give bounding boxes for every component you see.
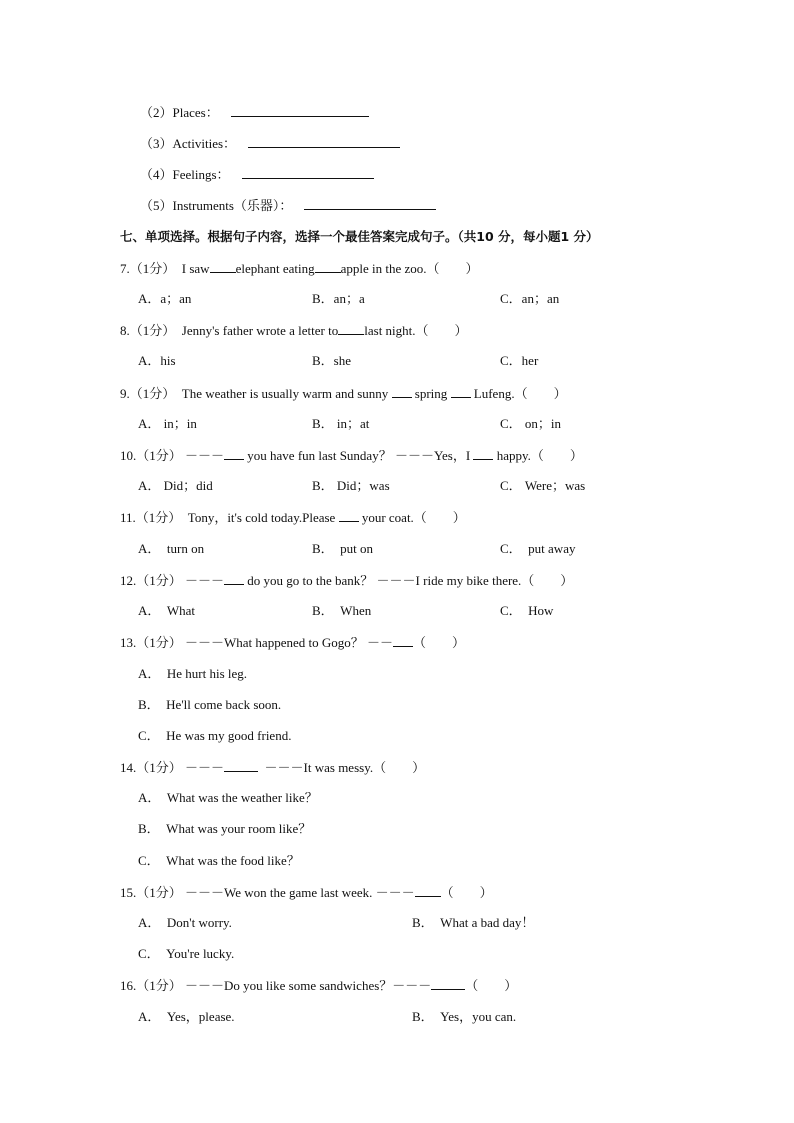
- option-c[interactable]: [138, 728, 291, 744]
- text-segment: B．: [312, 541, 334, 556]
- text-segment: What was your room like？: [166, 821, 312, 836]
- question-16: [120, 977, 517, 994]
- text-segment: Don't worry.: [166, 915, 232, 930]
- text-segment: Lufeng.（ ）: [473, 386, 567, 401]
- text-segment: turn on: [166, 541, 205, 556]
- option-a[interactable]: [138, 291, 191, 307]
- text-segment: （3）Activities：: [140, 136, 237, 151]
- answer-blank[interactable]: [224, 759, 258, 772]
- text-segment: happy.（ ）: [496, 448, 583, 463]
- answer-blank[interactable]: [242, 166, 374, 179]
- option-a[interactable]: [138, 1009, 235, 1025]
- text-segment: He'll come back soon.: [166, 697, 282, 712]
- answer-blank[interactable]: [231, 104, 369, 117]
- text-segment: How: [528, 603, 554, 618]
- answer-blank[interactable]: [224, 447, 244, 460]
- text-segment: －－－: [185, 573, 225, 588]
- question-8: [120, 322, 468, 339]
- text-segment: do you go to the bank？ －－－I ride my bike there.（ ）: [247, 573, 574, 588]
- text-segment: （2）Places：: [140, 105, 219, 120]
- text-segment: B．: [412, 1009, 434, 1024]
- answer-blank[interactable]: [393, 634, 413, 647]
- text-segment: A．: [138, 541, 161, 556]
- text-segment: C．: [500, 541, 522, 556]
- text-segment: B．: [138, 821, 160, 836]
- option-c[interactable]: [500, 353, 538, 369]
- text-segment: C．: [500, 353, 522, 368]
- text-segment: 7.（1分）: [120, 261, 176, 276]
- text-segment: A．: [138, 1009, 161, 1024]
- option-a[interactable]: [138, 478, 213, 494]
- option-c[interactable]: [500, 478, 585, 494]
- text-segment: 9.（1分）: [120, 386, 176, 401]
- text-segment: Yes，you can.: [440, 1009, 517, 1024]
- option-c[interactable]: [500, 541, 575, 557]
- text-segment: A．: [138, 790, 161, 805]
- question-14: [120, 759, 425, 776]
- text-segment: When: [340, 603, 372, 618]
- answer-blank[interactable]: [339, 509, 359, 522]
- text-segment: C．: [138, 853, 160, 868]
- option-a[interactable]: [138, 790, 318, 806]
- text-segment: A．: [138, 478, 161, 493]
- text-segment: an；an: [521, 291, 560, 306]
- text-segment: （4）Feelings：: [140, 167, 230, 182]
- text-segment: B．: [312, 478, 334, 493]
- text-segment: she: [333, 353, 352, 368]
- text-segment: The weather is usually warm and sunny: [181, 386, 389, 401]
- text-segment: What was the weather like？: [166, 790, 318, 805]
- answer-blank[interactable]: [415, 884, 441, 897]
- text-segment: He was my good friend.: [166, 728, 292, 743]
- question-11: [120, 509, 466, 526]
- text-segment: C．: [500, 478, 522, 493]
- text-segment: A．: [138, 416, 161, 431]
- text-segment: Were；was: [524, 478, 586, 493]
- text-segment: －－－We won the game last week. －－－: [185, 885, 415, 900]
- option-b[interactable]: [312, 478, 390, 494]
- text-segment: 15.（1分）: [120, 885, 182, 900]
- text-segment: A．: [138, 915, 161, 930]
- text-segment: his: [160, 353, 176, 368]
- option-a[interactable]: [138, 666, 247, 682]
- text-segment: your coat.（ ）: [361, 510, 466, 525]
- text-segment: B．: [312, 291, 334, 306]
- text-segment: 12.（1分）: [120, 573, 182, 588]
- text-segment: What was the food like？: [166, 853, 300, 868]
- text-segment: elephant eating: [235, 261, 315, 276]
- text-segment: in；in: [163, 416, 197, 431]
- text-segment: Jenny's father wrote a letter to: [181, 323, 339, 338]
- option-c[interactable]: [500, 291, 559, 307]
- text-segment: a；an: [160, 291, 192, 306]
- option-b[interactable]: [312, 603, 371, 619]
- text-segment: 8.（1分）: [120, 323, 176, 338]
- answer-blank[interactable]: [224, 572, 244, 585]
- text-segment: last night.（ ）: [364, 323, 468, 338]
- text-segment: You're lucky.: [166, 946, 235, 961]
- answer-blank[interactable]: [338, 322, 364, 335]
- option-b[interactable]: [412, 1009, 516, 1025]
- text-segment: －－－What happened to Gogo？ －－: [185, 635, 393, 650]
- text-segment: Tony，it's cold today.Please: [187, 510, 336, 525]
- option-b[interactable]: [138, 821, 311, 837]
- answer-blank[interactable]: [392, 385, 412, 398]
- text-segment: put on: [340, 541, 374, 556]
- option-a[interactable]: [138, 603, 195, 619]
- text-segment: 11.（1分）: [120, 510, 182, 525]
- question-13: [120, 634, 465, 651]
- option-c[interactable]: [500, 416, 561, 432]
- text-segment: spring: [414, 386, 448, 401]
- text-segment: He hurt his leg.: [166, 666, 248, 681]
- text-segment: B．: [312, 416, 334, 431]
- text-segment: What a bad day！: [440, 915, 535, 930]
- text-segment: Yes，please.: [166, 1009, 235, 1024]
- text-segment: （ ）: [440, 885, 493, 900]
- text-segment: her: [521, 353, 539, 368]
- text-segment: Did；did: [163, 478, 213, 493]
- text-segment: （ ）: [465, 978, 518, 993]
- answer-blank[interactable]: [304, 197, 436, 210]
- text-segment: C．: [138, 728, 160, 743]
- text-segment: （5）Instruments（乐器）：: [140, 198, 293, 213]
- text-segment: A．: [138, 291, 161, 306]
- text-segment: B．: [138, 697, 160, 712]
- option-b[interactable]: [312, 291, 365, 307]
- option-a[interactable]: [138, 915, 232, 931]
- option-b[interactable]: [312, 541, 373, 557]
- text-segment: put away: [528, 541, 576, 556]
- option-c[interactable]: [138, 853, 300, 869]
- text-segment: What: [166, 603, 196, 618]
- option-b[interactable]: [312, 353, 351, 369]
- text-segment: －－－: [185, 448, 225, 463]
- text-segment: －－－: [185, 760, 225, 775]
- text-segment: C．: [500, 603, 522, 618]
- option-a[interactable]: [138, 541, 204, 557]
- text-segment: apple in the zoo.（ ）: [340, 261, 479, 276]
- option-c[interactable]: [500, 603, 553, 619]
- fill-item-places: [140, 104, 369, 121]
- question-10: [120, 447, 583, 464]
- text-segment: an；a: [333, 291, 365, 306]
- answer-blank[interactable]: [210, 260, 236, 273]
- option-a[interactable]: [138, 416, 197, 432]
- text-segment: －－－Do you like some sandwiches？－－－: [185, 978, 432, 993]
- text-segment: in；at: [336, 416, 370, 431]
- option-a[interactable]: [138, 353, 176, 369]
- option-c[interactable]: [138, 946, 234, 962]
- text-segment: on；in: [524, 416, 562, 431]
- answer-blank[interactable]: [315, 260, 341, 273]
- text-segment: C．: [500, 291, 522, 306]
- text-segment: Did；was: [336, 478, 390, 493]
- fill-item-instruments: [140, 197, 436, 214]
- text-segment: B．: [312, 603, 334, 618]
- text-segment: A．: [138, 666, 161, 681]
- question-9: [120, 385, 567, 402]
- option-b[interactable]: [138, 697, 281, 713]
- text-segment: you have fun last Sunday？ －－－Yes，I: [247, 448, 471, 463]
- text-segment: C．: [500, 416, 522, 431]
- text-segment: 16.（1分）: [120, 978, 182, 993]
- text-segment: 10.（1分）: [120, 448, 182, 463]
- text-segment: A．: [138, 353, 161, 368]
- fill-item-activities: [140, 135, 400, 152]
- question-15: [120, 884, 493, 901]
- answer-blank[interactable]: [431, 977, 465, 990]
- text-segment: B．: [412, 915, 434, 930]
- text-segment: 14.（1分）: [120, 760, 182, 775]
- text-segment: I saw: [181, 261, 210, 276]
- text-segment: －－－It was messy.（ ）: [264, 760, 426, 775]
- fill-item-feelings: [140, 166, 374, 183]
- section-heading: 七、单项选择。根据句子内容，选择一个最佳答案完成句子。（共10 分，每小题1 分）: [120, 229, 599, 244]
- text-segment: B．: [312, 353, 334, 368]
- text-segment: （ ）: [412, 635, 465, 650]
- option-b[interactable]: [312, 416, 369, 432]
- answer-blank[interactable]: [451, 385, 471, 398]
- question-12: [120, 572, 573, 589]
- text-segment: C．: [138, 946, 160, 961]
- text-segment: A．: [138, 603, 161, 618]
- text-segment: 13.（1分）: [120, 635, 182, 650]
- answer-blank[interactable]: [248, 135, 400, 148]
- answer-blank[interactable]: [473, 447, 493, 460]
- question-7: [120, 260, 479, 277]
- option-b[interactable]: [412, 915, 534, 931]
